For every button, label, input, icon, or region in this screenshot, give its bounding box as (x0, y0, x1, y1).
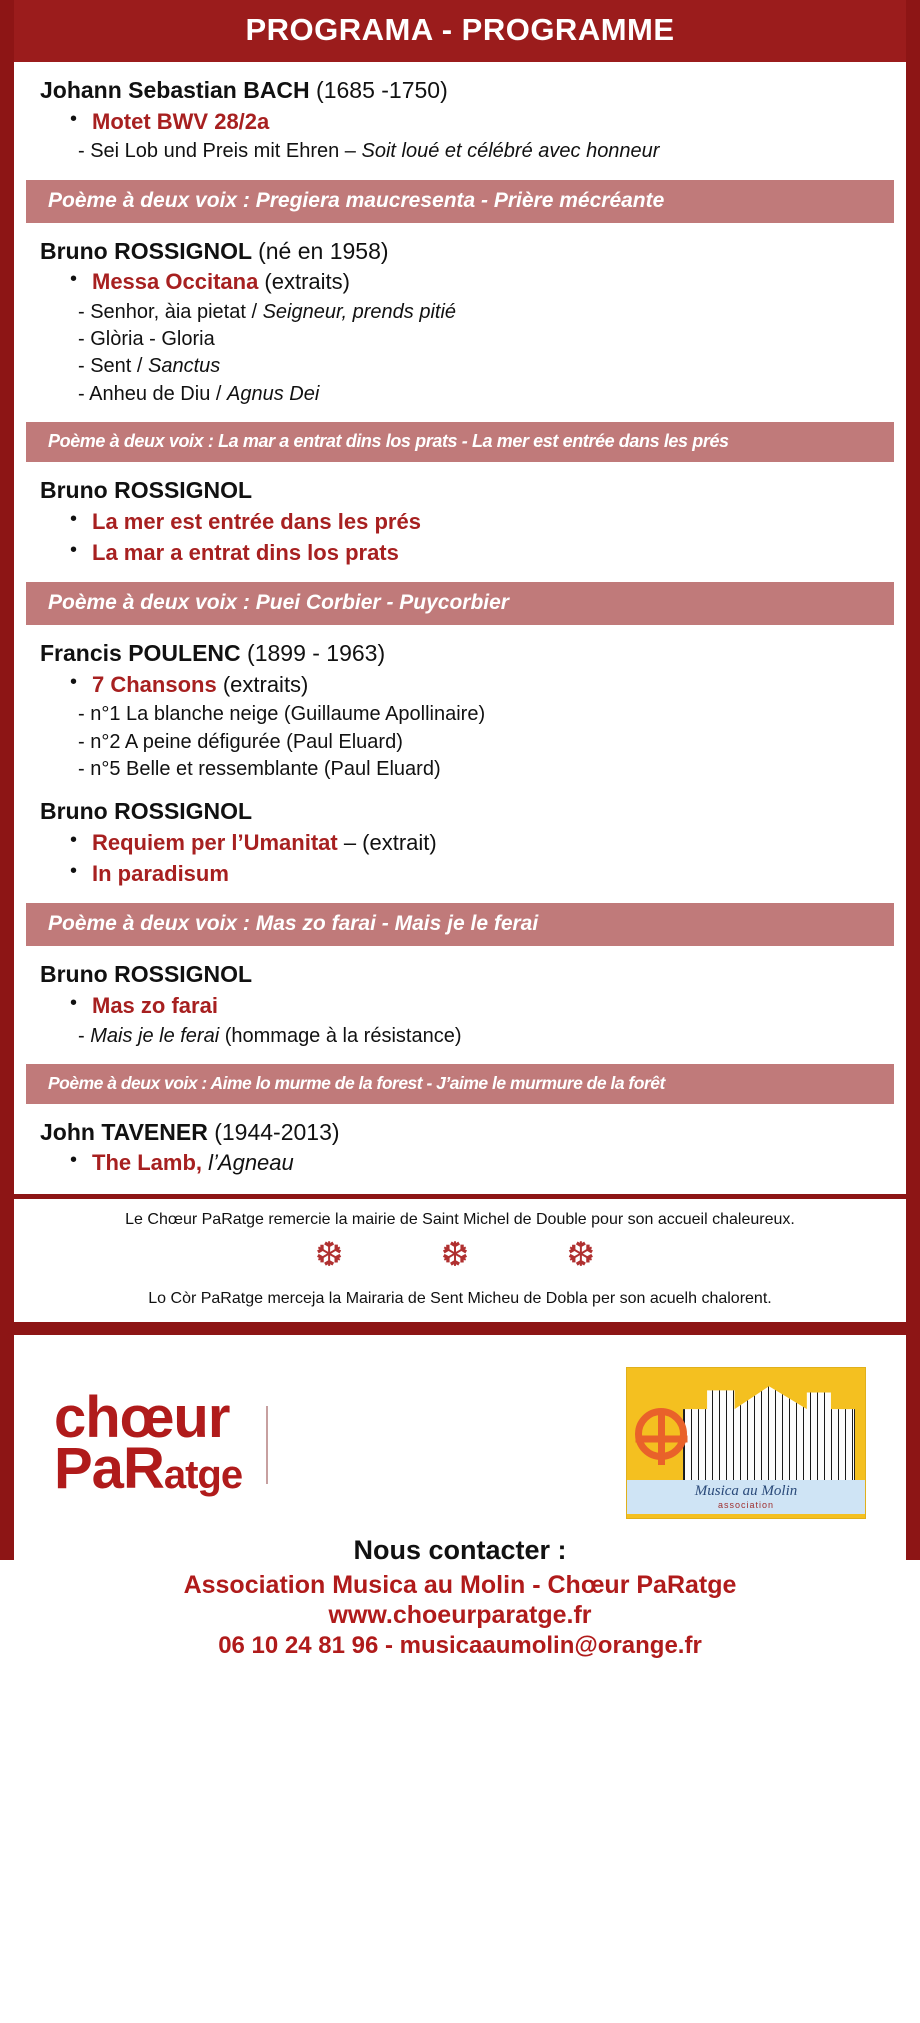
right-red-bar (906, 0, 920, 1560)
work-extra: – (extrait) (337, 829, 437, 855)
work-item (70, 1148, 894, 1178)
composer-name: Johann Sebastian BACH (40, 77, 310, 103)
movement-dash: - (78, 1024, 91, 1047)
work-list (70, 267, 894, 297)
poem-band: Poème à deux voix : La mar a entrat dins los prats - La mer est entrée dans les prés (26, 422, 894, 462)
contact-website[interactable]: www.choeurparatge.fr (328, 1601, 592, 1630)
page-content (14, 0, 906, 1660)
molin-caption-sub: association (717, 1499, 775, 1510)
contact-association: Association Musica au Molin - Chœur PaRatge (183, 1570, 737, 1599)
composer-name: Bruno ROSSIGNOL (40, 476, 253, 503)
logo-line-choeur: chœur (54, 1384, 230, 1450)
movement-item: - n°5 Belle et ressemblante (Paul Eluard) (78, 757, 441, 780)
movement-item (78, 353, 894, 380)
movement-italic: Soit loué et célébré avec honneur (361, 140, 660, 163)
mill-wheel-icon (635, 1408, 687, 1460)
contact-phone-email[interactable]: 06 10 24 81 96 - musicaaumolin@orange.fr (218, 1631, 702, 1659)
composer-heading (40, 1118, 894, 1147)
poem-band: Poème à deux voix : Puei Corbier - Puycorbier (26, 582, 894, 625)
work-title: 7 Chansons (92, 671, 217, 697)
work-item (70, 107, 894, 137)
composer-heading (40, 237, 894, 266)
movement-italic: Mais je le ferai (90, 1024, 220, 1047)
composer-dates: (1899 - 1963) (247, 639, 386, 666)
musica-au-molin-logo (626, 1367, 866, 1519)
program-body (14, 76, 906, 1178)
movement-list (78, 138, 894, 165)
movement-italic: Agnus Dei (226, 382, 320, 405)
composer-heading (40, 76, 894, 105)
work-list (70, 670, 894, 700)
composer-dates: (né en 1958) (258, 237, 389, 264)
choeur-paratge-logo (54, 1384, 268, 1501)
work-list (70, 828, 894, 889)
logo-paratge-par: PaR (54, 1435, 164, 1501)
composer-name: Bruno ROSSIGNOL (40, 797, 253, 824)
work-item (70, 538, 894, 568)
movement-plain: - Sent / (78, 355, 149, 378)
page-title: PROGRAMA - PROGRAMME (14, 0, 906, 62)
logo-row (14, 1349, 906, 1529)
composer-heading (40, 960, 894, 989)
movement-item (78, 138, 894, 165)
work-extra: (extraits) (216, 671, 309, 697)
thanks-occitan: Lo Còr PaRatge merceja la Mairaria de Sent Micheu de Dobla per son acuelh chalorent. (148, 1289, 772, 1307)
work-list (70, 991, 894, 1021)
composer-name: John TAVENER (40, 1118, 208, 1145)
work-item (70, 828, 894, 858)
composer-heading (40, 639, 894, 668)
work-title: The Lamb, (92, 1150, 203, 1176)
movement-plain: - Sei Lob und Preis mit Ehren – (78, 140, 362, 163)
movement-item: - n°1 La blanche neige (Guillaume Apollinaire) (78, 703, 486, 726)
movement-tail: (hommage à la résistance) (219, 1024, 462, 1047)
work-item (70, 859, 894, 889)
work-item (70, 267, 894, 297)
composer-name: Bruno ROSSIGNOL (40, 961, 253, 988)
contact-block (14, 1529, 906, 1660)
work-title: La mar a entrat dins los prats (92, 540, 399, 566)
work-title: Mas zo farai (92, 992, 218, 1018)
logo-line-paratge (54, 1435, 243, 1501)
work-title: Requiem per l’Umanitat (92, 829, 338, 855)
movement-italic: Seigneur, prends pitié (262, 301, 457, 324)
composer-name: Bruno ROSSIGNOL (40, 237, 252, 264)
poem-band: Poème à deux voix : Aime lo murme de la forest - J’aime le murmure de la forêt (26, 1064, 894, 1104)
composer-heading (40, 797, 894, 826)
movement-list (78, 1023, 894, 1050)
composer-dates: (1944-2013) (214, 1118, 340, 1145)
poem-band: Poème à deux voix : Mas zo farai - Mais je le ferai (26, 903, 894, 946)
movement-plain: - Senhor, àia pietat / (78, 301, 263, 324)
work-list (70, 107, 894, 137)
molin-caption-name: Musica au Molin (694, 1482, 798, 1499)
work-item (70, 991, 894, 1021)
movement-item (78, 1023, 894, 1050)
composer-name: Francis POULENC (40, 639, 241, 666)
work-list (70, 1148, 894, 1178)
poem-band: Poème à deux voix : Pregiera maucresenta - Prière mécréante (26, 180, 894, 223)
footer (14, 1335, 906, 1660)
movement-list (78, 299, 894, 408)
work-title: La mer est entrée dans les prés (92, 508, 421, 534)
mill-building-icon (683, 1378, 855, 1482)
movement-plain: - Glòria - Gloria (78, 328, 215, 351)
thanks-french: Le Chœur PaRatge remercie la mairie de Saint Michel de Double pour son accueil chaleureux. (125, 1211, 795, 1229)
composer-dates: (1685 -1750) (316, 77, 448, 103)
composer-heading (40, 476, 894, 505)
logo-paratge-atge: atge (163, 1452, 243, 1497)
work-extra: l’Agneau (202, 1150, 294, 1176)
movement-list (78, 701, 894, 783)
movement-plain: - Anheu de Diu / (78, 382, 227, 405)
movement-item: - n°2 A peine défigurée (Paul Eluard) (78, 730, 403, 753)
left-red-bar (0, 0, 14, 1560)
work-item (70, 670, 894, 700)
contact-heading: Nous contacter : (353, 1534, 567, 1565)
work-extra: (extraits) (258, 269, 350, 295)
work-title: Messa Occitana (92, 269, 259, 295)
work-item (70, 507, 894, 537)
work-title: Motet BWV 28/2a (92, 108, 270, 134)
movement-item (78, 299, 894, 326)
divider-thick (14, 1322, 906, 1335)
work-title: In paradisum (92, 861, 229, 887)
movement-item (78, 326, 894, 353)
work-list (70, 507, 894, 568)
molin-caption (627, 1480, 865, 1514)
snowflake-icon: ❆ ❆ ❆ (314, 1235, 640, 1274)
movement-item (78, 381, 894, 408)
movement-italic: Sanctus (148, 355, 221, 378)
